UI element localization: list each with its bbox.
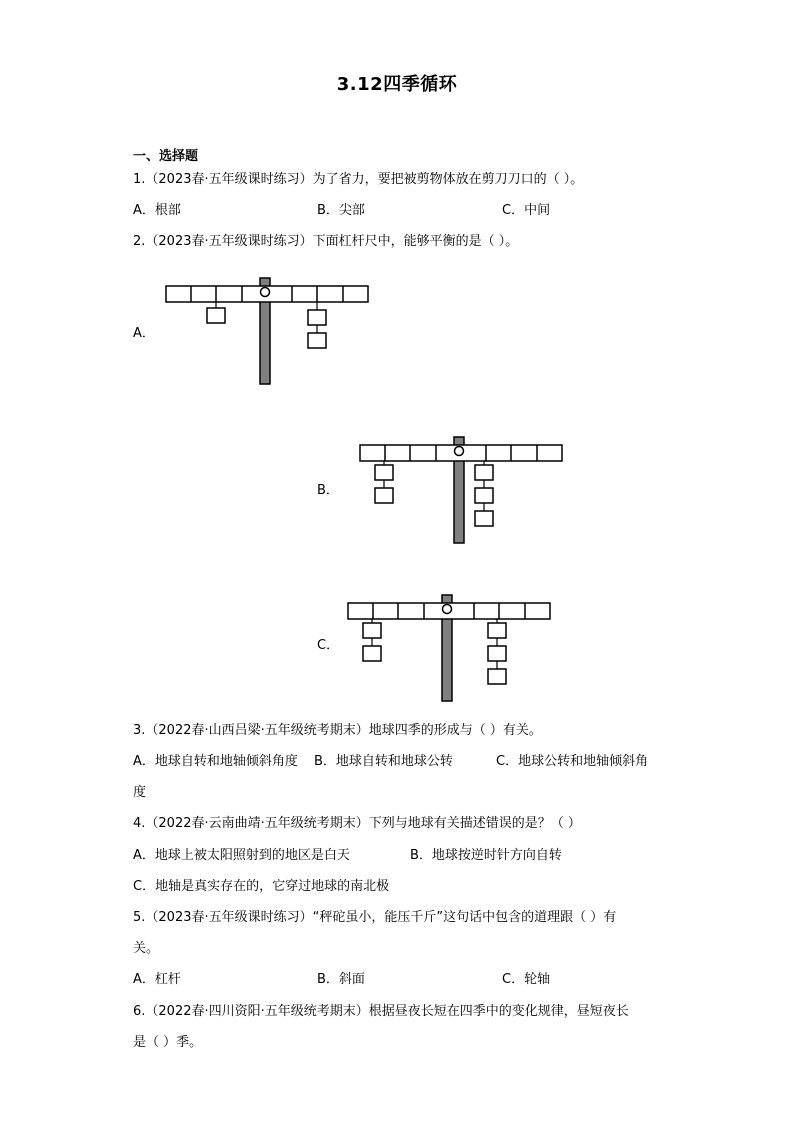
question-1-option-c[interactable]: C．中间 bbox=[502, 203, 551, 218]
question-1-option-a[interactable]: A．根部 bbox=[133, 203, 181, 218]
question-5-option-b[interactable]: B．斜面 bbox=[317, 972, 365, 987]
question-2-stem: 2.（2023春·五年级课时练习）下面杠杆尺中，能够平衡的是（ ）。 bbox=[133, 234, 519, 249]
page-title: 3.12四季循环 bbox=[336, 74, 458, 95]
question-4-option-b[interactable]: B．地球按逆时针方向自转 bbox=[410, 848, 562, 863]
question-6-stem-wrap: 是（ ）季。 bbox=[133, 1035, 203, 1050]
question-2-option-a-label[interactable]: A． bbox=[133, 326, 155, 341]
question-3-option-c-wrap: 度 bbox=[133, 785, 147, 800]
lever-figure-a bbox=[164, 276, 370, 388]
question-5-stem-wrap: 关。 bbox=[133, 941, 160, 956]
question-1-option-b[interactable]: B．尖部 bbox=[317, 203, 365, 218]
question-4-option-c[interactable]: C．地轴是真实存在的，它穿过地球的南北极 bbox=[133, 879, 390, 894]
question-3-option-c[interactable]: C．地球公转和地轴倾斜角 bbox=[496, 754, 649, 769]
question-1-stem: 1.（2023春·五年级课时练习）为了省力，要把被剪物体放在剪刀刀口的（ ）。 bbox=[133, 172, 584, 187]
question-4-option-a[interactable]: A．地球上被太阳照射到的地区是白天 bbox=[133, 848, 350, 863]
lever-figure-c bbox=[346, 593, 552, 705]
question-5-option-a[interactable]: A．杠杆 bbox=[133, 972, 181, 987]
question-5-option-c[interactable]: C．轮轴 bbox=[502, 972, 551, 987]
question-2-option-c-label[interactable]: C． bbox=[317, 638, 340, 653]
question-2-option-b-label[interactable]: B． bbox=[317, 483, 339, 498]
question-6-stem: 6.（2022春·四川资阳·五年级统考期末）根据昼夜长短在四季中的变化规律，昼短夜长 bbox=[133, 1004, 629, 1019]
question-3-option-a[interactable]: A．地球自转和地轴倾斜角度 bbox=[133, 754, 298, 769]
question-5-stem: 5.（2023春·五年级课时练习）“秤砣虽小，能压千斤”这句话中包含的道理跟（ ）有 bbox=[133, 910, 617, 925]
section-heading: 一、选择题 bbox=[133, 149, 199, 164]
lever-figure-b bbox=[358, 435, 564, 547]
question-3-option-b[interactable]: B．地球自转和地球公转 bbox=[314, 754, 453, 769]
question-4-stem: 4.（2022春·云南曲靖·五年级统考期末）下列与地球有关描述错误的是？（ ） bbox=[133, 816, 581, 831]
question-3-stem: 3.（2022春·山西吕梁·五年级统考期末）地球四季的形成与（ ）有关。 bbox=[133, 723, 542, 738]
